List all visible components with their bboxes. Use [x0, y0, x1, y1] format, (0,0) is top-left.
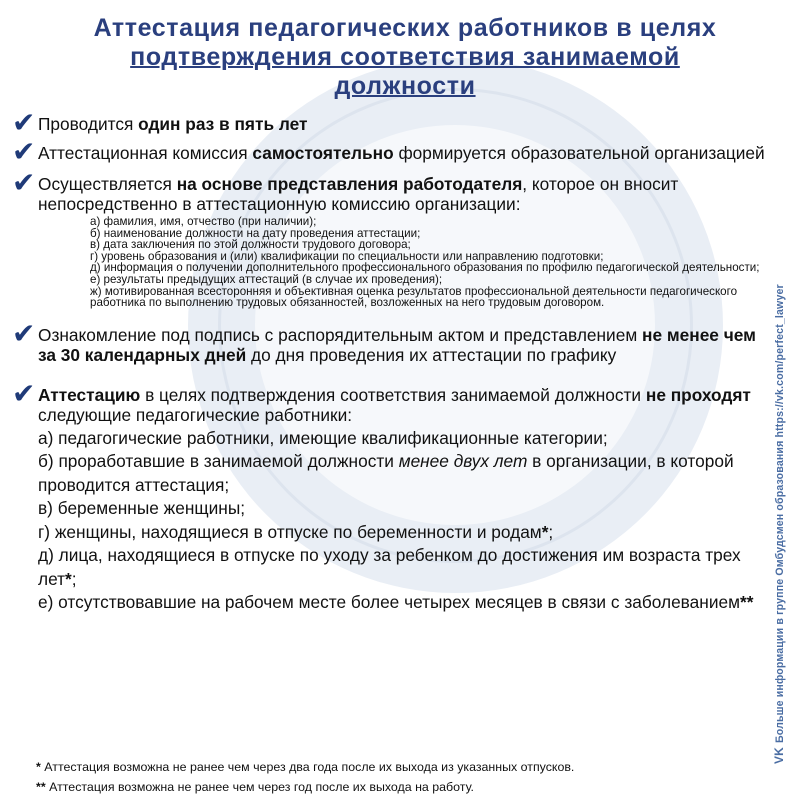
list-item: в) дата заключения по этой должности трудового договора;	[90, 238, 411, 252]
footnote-two: ** Аттестация возможна не ранее чем через год после их выхода на работу.	[36, 780, 474, 794]
page-title	[20, 14, 790, 101]
check-icon: ✔	[12, 166, 36, 199]
title-line-1: Аттестация педагогических работников в целях	[93, 14, 717, 42]
side-note-text[interactable]: Больше информации в группе Омбудсмен образования https://vk.com/perfect_lawyer	[774, 284, 786, 744]
title-line-2: подтверждения соответствия занимаемой	[130, 43, 680, 71]
exempt-item-d: г) женщины, находящиеся в отпуске по беременности и родам*;	[38, 521, 554, 542]
check-icon: ✔	[12, 376, 36, 410]
check-icon: ✔	[12, 135, 36, 168]
list-item: д) информация о получении дополнительного профессионального образования по профилю педагогической деятельности;	[90, 261, 760, 275]
exempt-item-f: е) отсутствовавшие на рабочем месте более четырех месяцев в связи с заболеванием**	[38, 592, 754, 613]
side-info	[769, 252, 797, 764]
vk-logo-icon: VK	[772, 747, 786, 764]
list-item: а) фамилия, имя, отчество (при наличии);	[90, 215, 317, 228]
representation-list	[90, 216, 770, 309]
list-item: ж) мотивированная всесторонняя и объективная оценка результатов профессиональной деятельности педагогического работника по выполнению трудовых обязанностей, возложенных на него трудовым договором.	[90, 284, 738, 310]
list-item: г) уровень образования и (или) квалификации по специальности или направлению подготовки;	[90, 249, 604, 263]
exempt-item-c: в) беременные женщины;	[38, 498, 246, 519]
title-line-3: должности	[334, 72, 476, 100]
exempt-list	[38, 427, 770, 615]
check-icon: ✔	[12, 106, 36, 139]
list-item: е) результаты предыдущих аттестаций (в случае их проведения);	[90, 272, 443, 286]
exempt-item-a: а) педагогические работники, имеющие квалификационные категории;	[38, 427, 608, 448]
list-item-representation: ✔ Осуществляется на основе представления работодателя, которое он вносит непосредственно в аттестационную комиссию организации:	[12, 166, 679, 214]
list-item-exemption: ✔ Аттестацию в целях подтверждения соответствия занимаемой должности не проходят следующие педагогические работники: а) педагогические работники, имеющие квалификационные категории; б) проработавшие в занимаемой должности менее двух лет в организации, в которой проводится аттестация; в) беременные женщины; г) женщины, находящиеся в отпуске по беременности и родам*; д) лица, находящиеся в отпуске по уходу за ребенком до достижения им возраста трех лет*; е) отсутствовавшие на рабочем месте более четырех месяцев в связи с заболеванием**	[12, 385, 770, 615]
list-item-commission: ✔ Аттестационная комиссия самостоятельно формируется образовательной организацией	[12, 135, 765, 168]
footnote-one: * Аттестация возможна не ранее чем через два года после их выхода из указанных отпусков.	[36, 760, 575, 774]
check-icon: ✔	[12, 316, 36, 350]
footnotes	[36, 757, 766, 797]
list-item-familiarization: ✔ Ознакомление под подпись с распорядительным актом и представлением не менее чем за 30 календарных дней до дня проведения их аттестации по графику	[12, 316, 756, 365]
list-item: б) наименование должности на дату проведения аттестации;	[90, 226, 421, 240]
exempt-item-e: д) лица, находящиеся в отпуске по уходу за ребенком до достижения им возраста трех лет*;	[38, 545, 741, 589]
exempt-item-b: б) проработавшие в занимаемой должности менее двух лет в организации, в которой проводится аттестация;	[38, 451, 734, 495]
main-content	[12, 106, 770, 615]
list-item-frequency: ✔ Проводится один раз в пять лет	[12, 106, 308, 139]
